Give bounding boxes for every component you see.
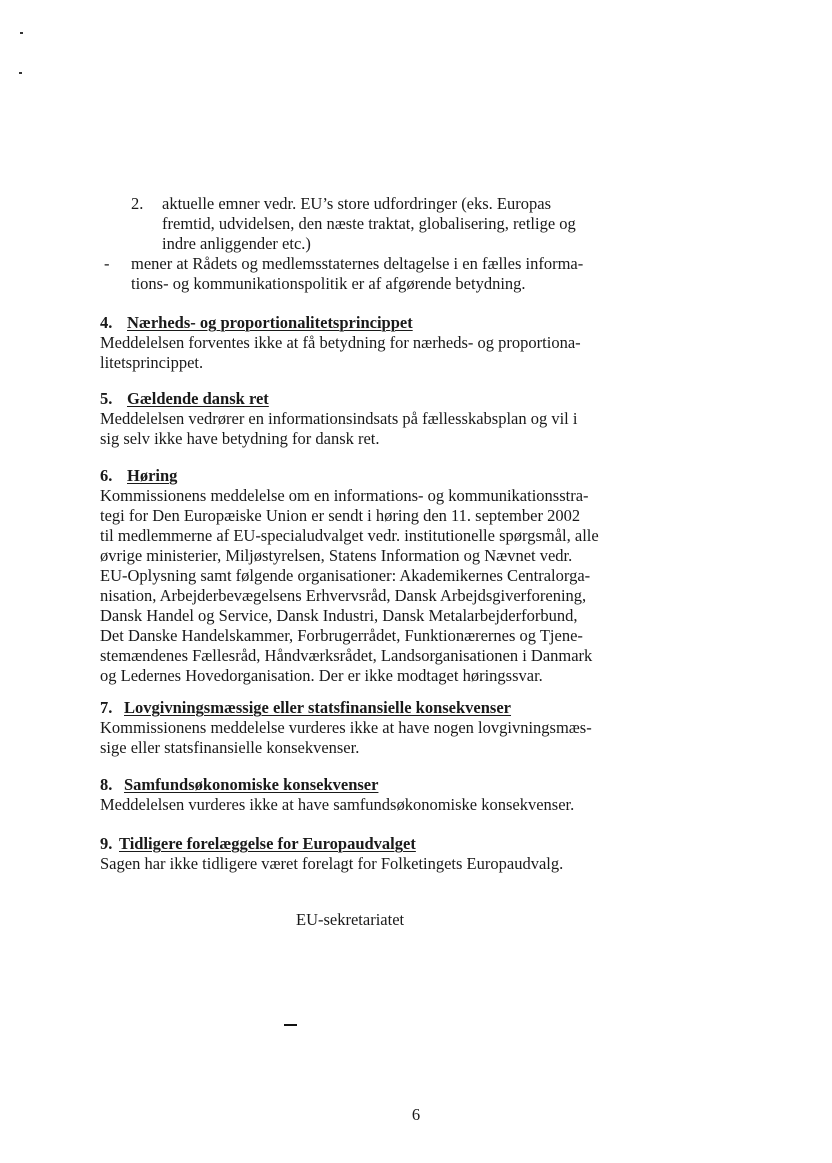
section-9-title: Tidligere forelæggelse for Europaudvalget xyxy=(119,834,416,853)
section-6-text: EU-Oplysning samt følgende organisationer: Akademikernes Centralorga- xyxy=(100,566,591,585)
section-6-text: stemændenes Fællesråd, Håndværksrådet, Landsorganisationen i Danmark xyxy=(100,646,593,665)
section-6-text: øvrige ministerier, Miljøstyrelsen, Statens Information og Nævnet vedr. xyxy=(100,546,573,565)
section-6-text: og Ledernes Hovedorganisation. Der er ikke modtaget høringssvar. xyxy=(100,666,543,685)
list-item-line: fremtid, udvidelsen, den næste traktat, globalisering, retlige og xyxy=(162,214,576,233)
section-7-text: Kommissionens meddelelse vurderes ikke at have nogen lovgivningsmæs- xyxy=(100,718,592,737)
list-item-line: aktuelle emner vedr. EU’s store udfordringer (eks. Europas xyxy=(162,194,551,213)
scan-speck xyxy=(284,1024,297,1026)
signature: EU-sekretariatet xyxy=(296,910,405,929)
dash-item-line: tions- og kommunikationspolitik er af afgørende betydning. xyxy=(131,274,526,293)
dash-item-line: mener at Rådets og medlemsstaternes deltagelse i en fælles informa- xyxy=(131,254,584,273)
section-8-title: Samfundsøkonomiske konsekvenser xyxy=(124,775,379,794)
section-8-text: Meddelelsen vurderes ikke at have samfundsøkonomiske konsekvenser. xyxy=(100,795,575,814)
section-7-text: sige eller statsfinansielle konsekvenser. xyxy=(100,738,360,757)
section-6-text: Dansk Handel og Service, Dansk Industri, Dansk Metalarbejderforbund, xyxy=(100,606,578,625)
section-6-text: Kommissionens meddelelse om en informations- og kommunikationsstra- xyxy=(100,486,589,505)
section-4-text: Meddelelsen forventes ikke at få betydning for nærheds- og proportiona- xyxy=(100,333,581,352)
scan-speck xyxy=(20,32,23,34)
section-6-number: 6. xyxy=(100,466,113,485)
section-6-text: Det Danske Handelskammer, Forbrugerrådet, Funktionærernes og Tjene- xyxy=(100,626,583,645)
section-5-title: Gældende dansk ret xyxy=(127,389,269,408)
section-6-text: tegi for Den Europæiske Union er sendt i høring den 11. september 2002 xyxy=(100,506,581,525)
section-6-text: nisation, Arbejderbevægelsens Erhvervsråd, Dansk Arbejdsgiverforening, xyxy=(100,586,587,605)
section-4-text: litetsprincippet. xyxy=(100,353,204,372)
section-8-number: 8. xyxy=(100,775,113,794)
section-5-text: Meddelelsen vedrører en informationsindsats på fællesskabsplan og vil i xyxy=(100,409,578,428)
section-7-title: Lovgivningsmæssige eller statsfinansielle konsekvenser xyxy=(124,698,512,717)
section-5-text: sig selv ikke have betydning for dansk ret. xyxy=(100,429,380,448)
section-9-number: 9. xyxy=(100,834,113,853)
scan-speck xyxy=(19,72,22,74)
page-number: 6 xyxy=(411,1105,421,1124)
section-9-text: Sagen har ikke tidligere været forelagt for Folketingets Europaudvalg. xyxy=(100,854,564,873)
dash-bullet: - xyxy=(104,254,110,273)
section-5-number: 5. xyxy=(100,389,113,408)
list-item-line: indre anliggender etc.) xyxy=(162,234,311,253)
section-6-title: Høring xyxy=(127,466,178,485)
section-7-number: 7. xyxy=(100,698,113,717)
list-item-number: 2. xyxy=(131,194,144,213)
section-4-number: 4. xyxy=(100,313,113,332)
section-6-text: til medlemmerne af EU-specialudvalget vedr. institutionelle spørgsmål, alle xyxy=(100,526,599,545)
section-4-title: Nærheds- og proportionalitetsprincippet xyxy=(127,313,413,332)
